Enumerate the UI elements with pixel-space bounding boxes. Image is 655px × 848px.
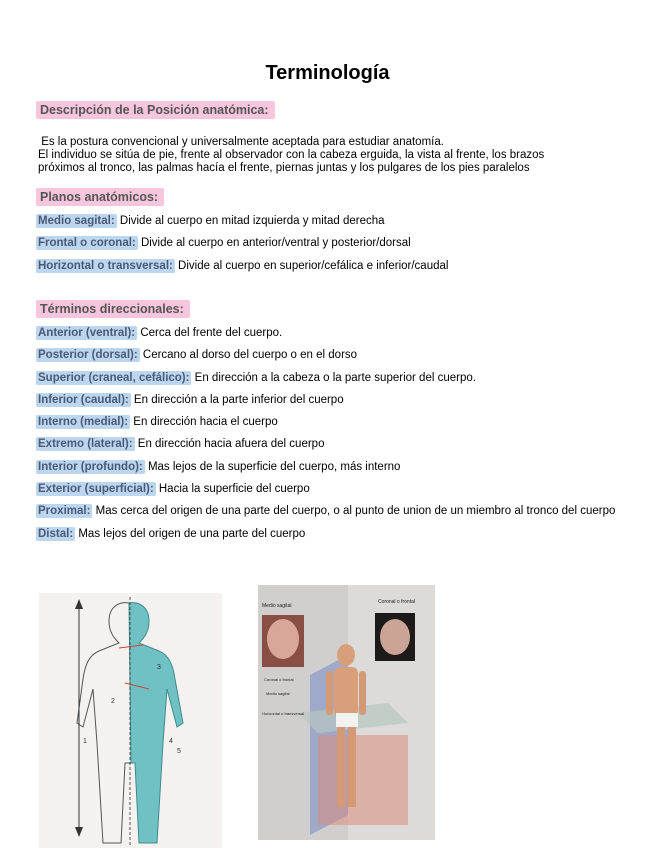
termino-desc: En dirección a la parte inferior del cuerpo	[130, 393, 344, 406]
termino-desc: Mas cerca del origen de una parte del cuerpo, o al punto de union de un miembro al tronco del cuerpo	[92, 505, 616, 518]
coronal-brain	[380, 619, 410, 655]
planes-photo-figure	[258, 585, 435, 840]
figure-arm-left	[326, 671, 333, 715]
body-sketch-figure	[39, 593, 222, 848]
termino-term: Inferior (caudal):	[38, 393, 129, 406]
termino-item	[36, 478, 626, 500]
termino-term: Proximal:	[38, 505, 91, 518]
termino-desc: Cercano al dorso del cuerpo o en el dorso	[139, 349, 358, 362]
plano-item	[36, 232, 626, 254]
arrow-head-up	[75, 599, 83, 609]
figure-torso	[334, 667, 358, 717]
label-medio-sagital: Medio sagital	[262, 603, 292, 609]
sagittal-brain	[267, 619, 299, 659]
label-medio-sagital-2: Medio sagital	[266, 691, 290, 696]
terminos-heading: Términos direccionales:	[36, 300, 190, 318]
termino-desc: Hacia la superficie del cuerpo	[155, 483, 310, 496]
plano-term: Frontal o coronal:	[38, 237, 136, 250]
figure-shorts	[336, 713, 358, 727]
termino-item	[36, 433, 626, 455]
termino-term: Interno (medial):	[38, 416, 129, 429]
figure-arm-right	[359, 671, 366, 715]
termino-term: Interior (profundo):	[38, 460, 143, 473]
termino-item	[36, 322, 626, 344]
body-sketch-svg	[39, 593, 222, 848]
figure-label-3: 3	[157, 664, 161, 671]
figure-leg-right	[348, 727, 356, 807]
plano-desc: Divide al cuerpo en superior/cefálica e inferior/caudal	[174, 259, 449, 272]
termino-term: Extremo (lateral):	[38, 438, 133, 451]
posicion-section	[36, 101, 626, 119]
terminos-list	[36, 322, 626, 545]
plano-item	[36, 255, 626, 277]
termino-term: Posterior (dorsal):	[38, 349, 138, 362]
posicion-line-3: próximos al tronco, las palmas hacía el frente, piernas juntas y los pulgares de los pies paralelos	[38, 161, 530, 174]
termino-item	[36, 411, 626, 433]
termino-term: Anterior (ventral):	[38, 327, 136, 339]
figure-leg-left	[337, 727, 345, 807]
label-coronal-frontal-2: Coronal o frontal	[264, 677, 294, 682]
planos-heading: Planos anatómicos:	[36, 188, 164, 206]
figure-head	[337, 644, 355, 666]
termino-desc: En dirección hacia el cuerpo	[130, 416, 278, 429]
planos-list	[36, 210, 626, 277]
termino-item	[36, 367, 626, 389]
termino-desc: Cerca del frente del cuerpo.	[137, 327, 283, 339]
label-horizontal: Horizontal o transversal	[262, 711, 305, 716]
termino-desc: Mas lejos del origen de una parte del cuerpo	[75, 527, 306, 540]
posicion-line-1: Es la postura convencional y universalmente aceptada para estudiar anatomía.	[38, 136, 444, 148]
teal-half	[129, 603, 183, 843]
figure-label-2: 2	[111, 698, 115, 705]
plano-item	[36, 210, 626, 232]
termino-term: Distal:	[38, 527, 74, 540]
posicion-heading: Descripción de la Posición anatómica:	[36, 101, 275, 119]
coronal-plane	[318, 735, 408, 825]
figure-label-1: 1	[83, 738, 87, 745]
body-outline	[77, 603, 131, 843]
figure-label-5: 5	[177, 748, 181, 755]
arrow-head-down	[75, 827, 83, 837]
label-coronal-frontal: Coronal o frontal	[378, 599, 415, 605]
termino-desc: Mas lejos de la superficie del cuerpo, más interno	[144, 460, 401, 473]
planos-section	[36, 188, 626, 206]
termino-item	[36, 500, 626, 522]
termino-item	[36, 456, 626, 478]
figure-label-4: 4	[169, 738, 173, 745]
terminos-section	[36, 300, 626, 318]
page-title: Terminología	[265, 62, 390, 84]
termino-desc: En dirección a la cabeza o la parte superior del cuerpo.	[191, 371, 476, 384]
termino-item	[36, 523, 626, 545]
plano-term: Medio sagital:	[38, 215, 115, 227]
plano-desc: Divide al cuerpo en mitad izquierda y mitad derecha	[116, 215, 385, 227]
posicion-line-2: El individuo se sitúa de pie, frente al observador con la cabeza erguida, la vista al frente, los brazos	[38, 148, 545, 161]
planes-photo-svg	[258, 585, 435, 840]
posicion-description	[38, 136, 628, 174]
termino-term: Superior (craneal, cefálico):	[38, 371, 190, 384]
termino-item	[36, 389, 626, 411]
plano-desc: Divide al cuerpo en anterior/ventral y posterior/dorsal	[137, 237, 411, 250]
termino-term: Exterior (superficial):	[38, 483, 154, 496]
plano-term: Horizontal o transversal:	[38, 259, 173, 272]
termino-desc: En dirección hacia afuera del cuerpo	[134, 438, 325, 451]
termino-item	[36, 344, 626, 366]
